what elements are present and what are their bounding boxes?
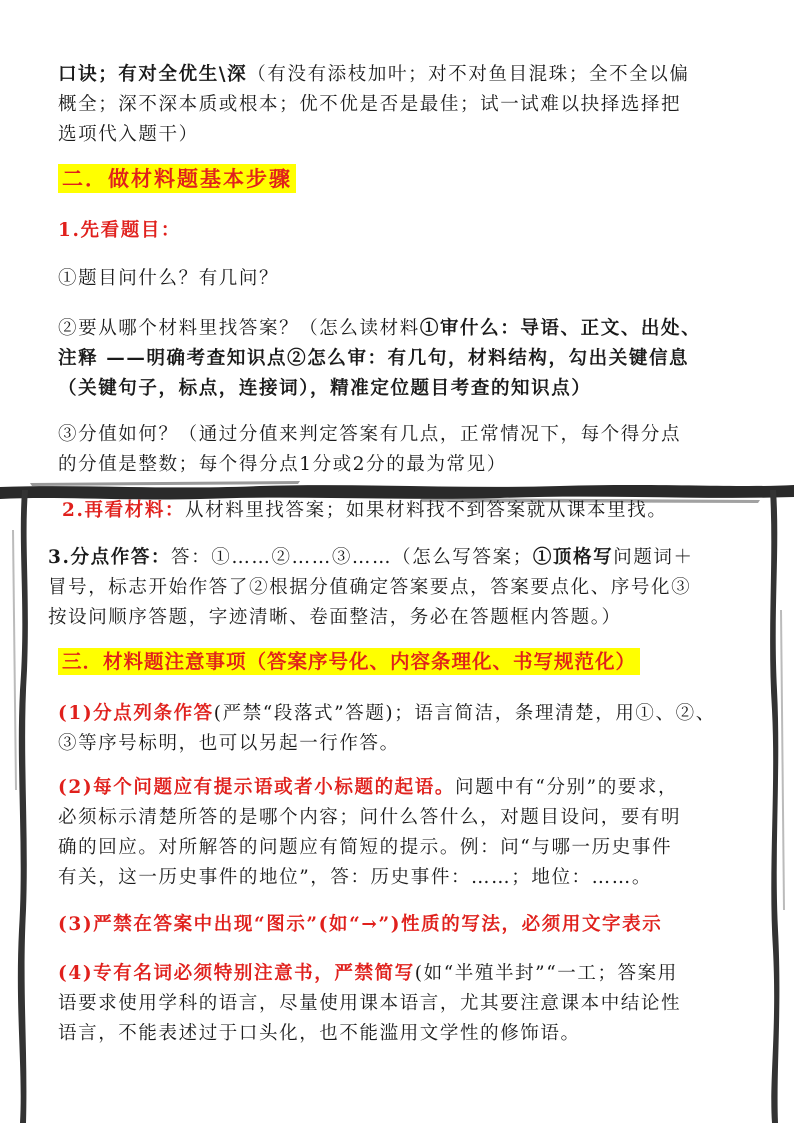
note-4-line-1 — [58, 959, 758, 989]
section-heading-2-text: 二．做材料题基本步骤 — [58, 164, 296, 193]
note-2-line-4: 有关，这一历史事件的地位”，答：历史事件：……；地位：……。 — [58, 867, 652, 888]
mnemonic-line-2: 概全；深不深本质或根本；优不优是否是最佳；试一试难以抉择选择把 — [58, 94, 682, 115]
step-3-line-3: 按设问顺序答题，字迹清晰、卷面整洁，务必在答题框内答题。） — [48, 607, 622, 628]
mnemonic-line-3: 选项代入题干） — [58, 124, 199, 145]
note-2-line-3: 确的回应。对所解答的问题应有简短的提示。例：问“与哪一历史事件 — [58, 837, 673, 858]
question-point-2-bold: ①审什么：导语、正文、出处、 — [419, 318, 702, 339]
note-2-line-1 — [58, 773, 758, 803]
question-point-3-line-1: ③分值如何？（通过分值来判定答案有几点，正常情况下，每个得分点 — [58, 424, 682, 445]
step-3-text-c: 问题词＋ — [613, 547, 694, 568]
question-point-3-line-2: 的分值是整数；每个得分点1分或2分的最为常见） — [58, 454, 507, 475]
mnemonic-key: 口诀；有对全优生\深 — [58, 64, 248, 85]
step-2-text: 从材料里找答案；如果材料找不到答案就从课本里找。 — [185, 500, 668, 521]
question-point-2-text: ②要从哪个材料里找答案？（怎么读材料 — [58, 318, 420, 339]
note-1-label: (1)分点列条作答 — [58, 703, 214, 724]
section-heading-2 — [58, 164, 758, 196]
step-3-line-1 — [48, 543, 760, 573]
section-heading-3 — [58, 647, 778, 678]
note-1-line-1 — [58, 699, 758, 729]
note-4-line-2: 语要求使用学科的语言，尽量使用课本语言，尤其要注意课本中结论性 — [58, 993, 682, 1014]
step-1-heading: 1.先看题目： — [58, 220, 182, 241]
question-point-2-line-1 — [58, 314, 758, 344]
note-3: (3)严禁在答案中出现“图示”(如“→”)性质的写法，必须用文字表示 — [58, 914, 663, 935]
section-heading-3-text: 三．材料题注意事项（答案序号化、内容条理化、书写规范化） — [58, 648, 640, 675]
question-point-1: ①题目问什么？有几问？ — [58, 268, 280, 289]
brush-border-left — [0, 490, 40, 1123]
step-3-bold: ①顶格写 — [532, 547, 614, 568]
question-point-2-line-2: 注释 ——明确考查知识点②怎么审：有几句，材料结构，勾出关键信息 — [58, 348, 690, 369]
step-3-label: 3.分点作答： — [48, 547, 172, 568]
step-2 — [62, 496, 762, 526]
note-1-text: (严禁“段落式”答题)；语言简洁，条理清楚，用①、②、 — [213, 703, 716, 724]
mnemonic-text: （有没有添枝加叶；对不对鱼目混珠；全不全以偏 — [247, 64, 690, 85]
note-1-line-2: ③等序号标明，也可以另起一行作答。 — [58, 733, 400, 754]
note-4-label: (4)专有名词必须特别注意书，严禁简写 — [58, 963, 415, 984]
step-3-text-a: 答：①……②……③……（怎么写答案； — [171, 547, 533, 568]
mnemonic-line-1 — [58, 60, 758, 90]
note-2-text: 问题中有“分别”的要求， — [454, 777, 679, 798]
note-2-line-2: 必须标示清楚所答的是哪个内容；问什么答什么，对题目设问，要有明 — [58, 807, 682, 828]
note-4-text: (如“半殖半封”“一工；答案用 — [414, 963, 678, 984]
brush-border-right — [754, 490, 794, 1123]
note-4-line-3: 语言，不能表述过于口头化，也不能滥用文学性的修饰语。 — [58, 1023, 581, 1044]
step-3-line-2: 冒号，标志开始作答了②根据分值确定答案要点，答案要点化、序号化③ — [48, 577, 692, 598]
step-2-label: 2.再看材料： — [62, 500, 186, 521]
question-point-2-line-3: （关键句子，标点，连接词），精准定位题目考查的知识点） — [58, 378, 592, 399]
note-2-label: (2)每个问题应有提示语或者小标题的起语。 — [58, 777, 455, 798]
